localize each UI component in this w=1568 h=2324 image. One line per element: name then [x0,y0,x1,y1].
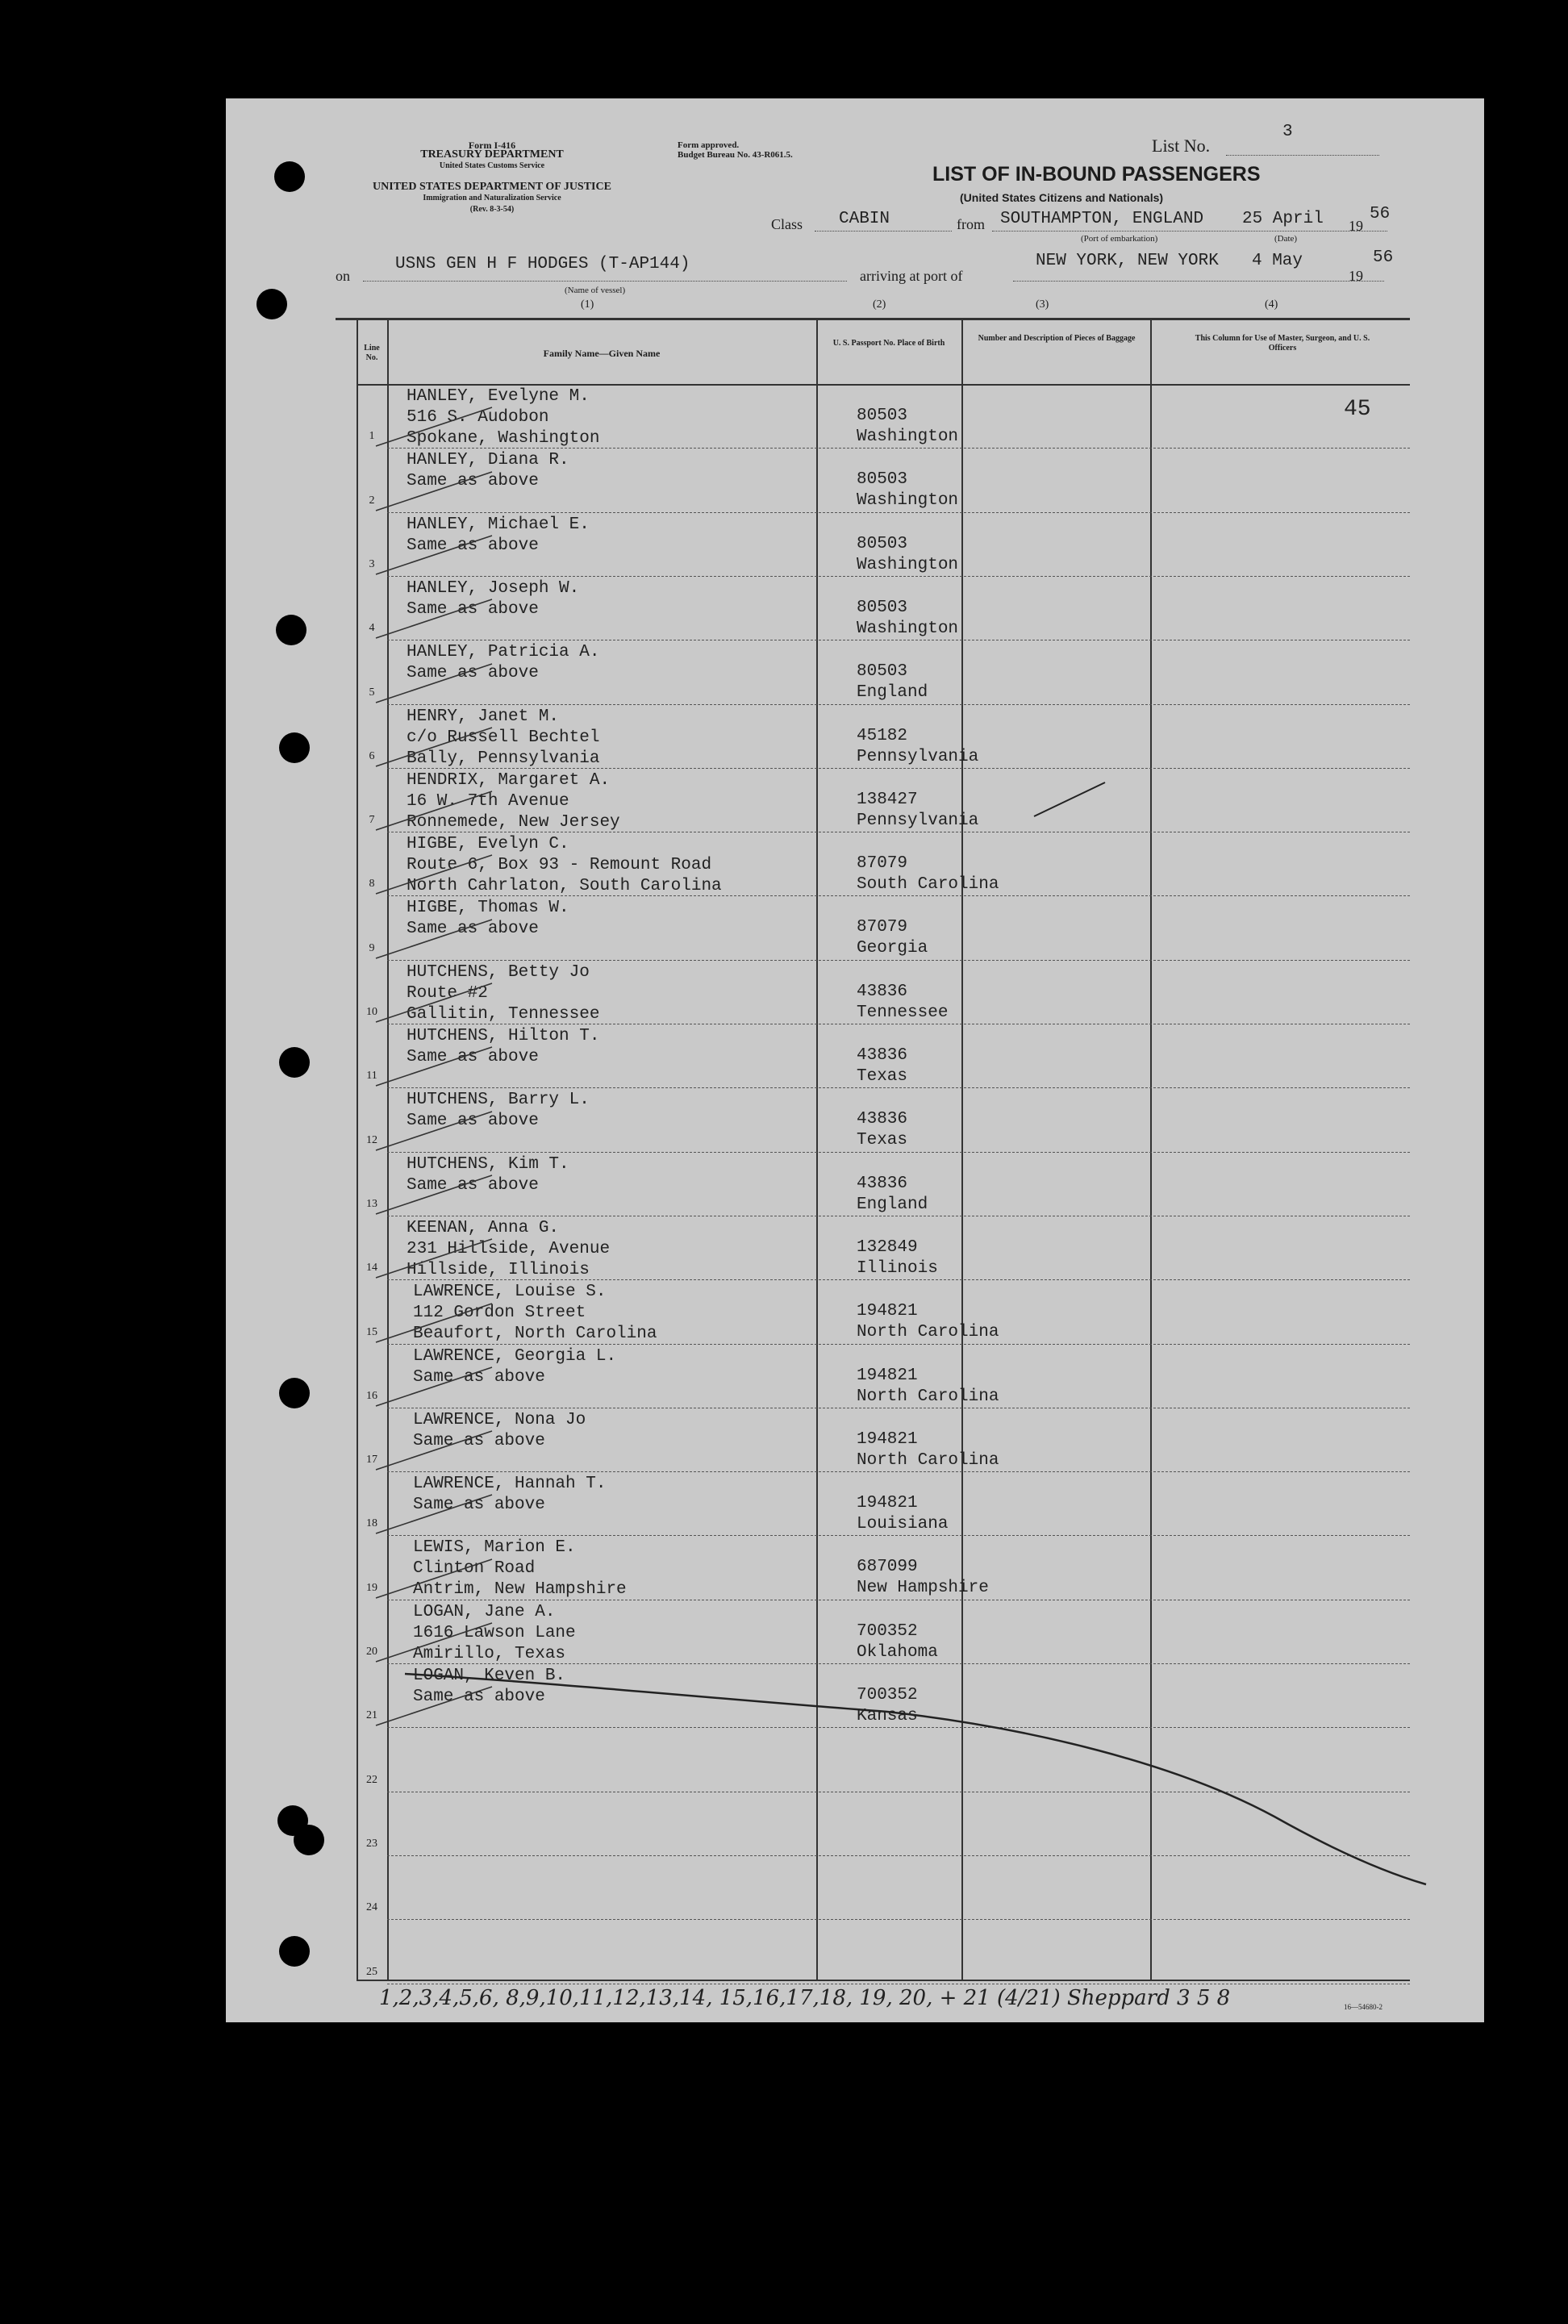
punch-hole [256,289,287,319]
passenger-name: HUTCHENS, Barry L. [407,1091,590,1110]
place-of-birth: Illinois [857,1258,938,1278]
passenger-address: 1616 Lawson Lane [413,1623,576,1642]
place-of-birth: Kansas [857,1707,918,1725]
passenger-address: Same as above [407,1175,539,1195]
tick-mark [1034,782,1105,816]
arrival-port: NEW YORK, NEW YORK [1036,252,1219,270]
on-label: on [336,268,350,284]
passport-number: 194821 [857,1302,918,1321]
port-embark-caption: (Port of embarkation) [1081,234,1158,244]
passport-number: 80503 [857,407,908,425]
passenger-name: LOGAN, Keven B. [413,1667,566,1685]
col-header-line-no: Line No. [364,344,380,362]
line-number: 25 [366,1965,377,1978]
place-of-birth: England [857,683,928,703]
passenger-address: Route #2 [407,983,488,1003]
punch-hole [276,615,307,645]
col-number-3: (3) [1036,298,1049,311]
passenger-name: HUTCHENS, Hilton T. [407,1027,600,1045]
passenger-name: HENDRIX, Margaret A. [407,770,611,790]
col-header-passport: U. S. Passport No. Place of Birth [832,339,945,348]
vessel-caption: (Name of vessel) [565,286,626,295]
passenger-name: HANLEY, Diana R. [407,451,569,470]
passport-number: 43836 [857,1110,908,1129]
passport-number: 80503 [857,534,908,553]
punch-hole [279,1378,310,1408]
line-number: 20 [366,1646,377,1658]
passport-number: 43836 [857,1174,908,1193]
col-number-2: (2) [873,298,886,311]
line-number: 5 [369,686,375,699]
passenger-name: LAWRENCE, Nona Jo [413,1410,586,1429]
passport-number: 132849 [857,1237,918,1257]
passenger-address: Same as above [413,1496,545,1515]
passport-number: 80503 [857,470,908,490]
passenger-name: HANLEY, Patricia A. [407,643,600,662]
line-number: 19 [366,1581,377,1594]
passenger-address: Same as above [407,920,539,939]
form-number: Form I-416 [468,140,516,151]
passenger-address: Same as above [413,1431,545,1450]
passenger-address: Gallitin, Tennessee [407,1004,600,1024]
passenger-address: Same as above [407,536,539,555]
place-of-birth: North Carolina [857,1323,999,1342]
punch-hole [279,1936,310,1967]
passenger-address: Antrim, New Hampshire [413,1580,627,1600]
passport-number: 194821 [857,1366,918,1385]
budget-bureau: Budget Bureau No. 43-R061.5. [678,150,793,160]
col-header-officers: This Column for Use of Master, Surgeon, and U. S. Officers [1195,334,1370,353]
passenger-name: HUTCHENS, Betty Jo [407,962,590,982]
line-number: 17 [366,1454,377,1467]
passenger-address: Bally, Pennsylvania [407,749,600,768]
passenger-address: 16 W. 7th Avenue [407,791,569,811]
passport-number: 194821 [857,1494,918,1513]
passenger-name: LAWRENCE, Georgia L. [413,1346,617,1366]
passport-number: 43836 [857,1046,908,1065]
vessel-name: USNS GEN H F HODGES (T-AP144) [395,255,690,273]
place-of-birth: Pennsylvania [857,747,979,766]
page-subtitle: (United States Citizens and Nationals) [960,191,1164,204]
passenger-address: Same as above [407,1112,539,1131]
col-header-name: Family Name—Given Name [543,348,661,359]
page-title: LIST OF IN-BOUND PASSENGERS [932,163,1261,186]
line-number: 4 [369,622,375,635]
passenger-name: HIGBE, Evelyn C. [407,835,569,854]
passenger-name: HIGBE, Thomas W. [407,899,569,918]
line-number: 22 [366,1773,377,1786]
passenger-name: LAWRENCE, Louise S. [413,1283,607,1302]
line-number: 1 [369,430,375,443]
passenger-address: Spokane, Washington [407,429,600,448]
treasury-dept: TREASURY DEPARTMENT [420,148,564,161]
form-code: 16—54680-2 [1344,2003,1382,2011]
line-number: 12 [366,1133,377,1146]
justice-dept: UNITED STATES DEPARTMENT OF JUSTICE [373,181,611,193]
passport-number: 43836 [857,982,908,1001]
line-number: 3 [369,557,375,570]
passenger-address: 516 S. Audobon [407,408,549,427]
passport-number: 87079 [857,918,908,937]
place-of-birth: Washington [857,491,959,511]
line-number: 7 [369,814,375,827]
customs-service: United States Customs Service [439,161,545,170]
passenger-name: HANLEY, Joseph W. [407,578,580,598]
place-of-birth: Texas [857,1131,908,1150]
passenger-address: Same as above [407,599,539,619]
place-of-birth: Oklahoma [857,1642,938,1662]
place-of-birth: Pennsylvania [857,811,979,830]
passport-number: 45182 [857,726,908,745]
passenger-name: HANLEY, Michael E. [407,515,590,534]
passenger-name: LOGAN, Jane A. [413,1602,556,1621]
passport-number: 80503 [857,662,908,682]
passenger-address: Same as above [407,664,539,683]
from-label: from [957,216,985,232]
form-approved: Form approved. [678,140,740,150]
passenger-address: Ronnemede, New Jersey [407,812,620,832]
place-of-birth: Washington [857,428,959,446]
punch-hole [294,1825,324,1855]
arriving-label: arriving at port of [860,268,963,284]
list-no-label: List No. [1152,136,1211,156]
passenger-address: Same as above [413,1688,545,1706]
punch-hole [274,161,305,192]
place-of-birth: Washington [857,619,959,638]
passenger-name: HUTCHENS, Kim T. [407,1154,569,1174]
passenger-address: North Cahrlaton, South Carolina [407,877,722,896]
diagonal-cancel-line [405,1674,1426,1884]
passenger-address: c/o Russell Bechtel [407,728,600,747]
form-page [226,98,1484,2022]
list-no-value: 3 [1282,123,1293,141]
col-number-4: (4) [1265,298,1278,311]
passenger-address: Beaufort, North Carolina [413,1325,657,1344]
place-of-birth: New Hampshire [857,1579,989,1598]
line-number: 18 [366,1517,377,1530]
passport-number: 80503 [857,598,908,617]
line-number: 9 [369,941,375,954]
passenger-address: Clinton Road [413,1559,536,1579]
passenger-address: 231 Hillside, Avenue [407,1239,611,1258]
col-header-baggage: Number and Description of Pieces of Baggage [978,334,1136,343]
passenger-address: Same as above [407,1048,539,1066]
place-of-birth: England [857,1195,928,1214]
line-number: 2 [369,494,375,507]
place-of-birth: Washington [857,555,959,574]
passport-number: 700352 [857,1621,918,1641]
passenger-address: Hillside, Illinois [407,1260,590,1279]
arrival-year: 56 [1373,248,1394,267]
class-label: Class [771,216,803,232]
line-number: 16 [366,1389,377,1402]
line-number: 15 [366,1325,377,1338]
col-number-1: (1) [581,298,594,311]
line-number: 21 [366,1709,377,1722]
passenger-address: 112 Gordon Street [413,1304,586,1323]
place-of-birth: Tennessee [857,1003,949,1022]
handwritten-note: 1,2,3,4,5,6, 8,9,10,11,12,13,14, 15,16,17,18, 19, 20, + 21 (4/21) Sheppard 3 5 8 [379,1986,1231,2010]
cancellation-stroke [226,98,1484,2022]
place-of-birth: Louisiana [857,1515,949,1534]
place-of-birth: Georgia [857,939,928,958]
passport-number: 194821 [857,1429,918,1449]
line-number: 11 [366,1070,377,1083]
class-value: CABIN [839,210,890,228]
passenger-address: Route 6, Box 93 - Remount Road [407,856,712,875]
year-prefix: 19 [1349,218,1363,234]
passenger-name: KEENAN, Anna G. [407,1218,560,1237]
line-number: 13 [366,1197,377,1210]
line-number: 24 [366,1901,377,1914]
arrival-date: 4 May [1252,252,1303,270]
line-number: 14 [366,1262,377,1275]
passenger-address: Amirillo, Texas [413,1644,566,1663]
punch-hole [279,732,310,763]
place-of-birth: North Carolina [857,1387,999,1406]
passenger-name: LEWIS, Marion E. [413,1538,576,1558]
revision-date: (Rev. 8-3-54) [469,205,515,214]
passenger-name: HANLEY, Evelyne M. [407,387,590,406]
passport-number: 87079 [857,854,908,874]
officer-note: 45 [1344,397,1371,422]
year-value: 56 [1370,205,1391,223]
arrival-year-prefix: 19 [1349,268,1363,284]
passport-number: 138427 [857,790,918,809]
place-of-birth: South Carolina [857,875,999,895]
line-number: 6 [369,749,375,762]
line-number: 10 [366,1006,377,1018]
punch-hole [279,1047,310,1078]
from-value: SOUTHAMPTON, ENGLAND [1000,210,1204,228]
passenger-address: Same as above [407,472,539,491]
passport-number: 700352 [857,1686,918,1704]
ins-service: Immigration and Naturalization Service [423,194,561,202]
line-number: 8 [369,878,375,891]
place-of-birth: Texas [857,1067,908,1086]
passenger-address: Same as above [413,1367,545,1387]
passport-number: 687099 [857,1558,918,1577]
line-number: 23 [366,1837,377,1850]
passenger-name: LAWRENCE, Hannah T. [413,1475,607,1494]
passenger-name: HENRY, Janet M. [407,707,560,726]
departure-date: 25 April [1242,210,1324,228]
date-caption: (Date) [1274,234,1298,244]
place-of-birth: North Carolina [857,1450,999,1470]
